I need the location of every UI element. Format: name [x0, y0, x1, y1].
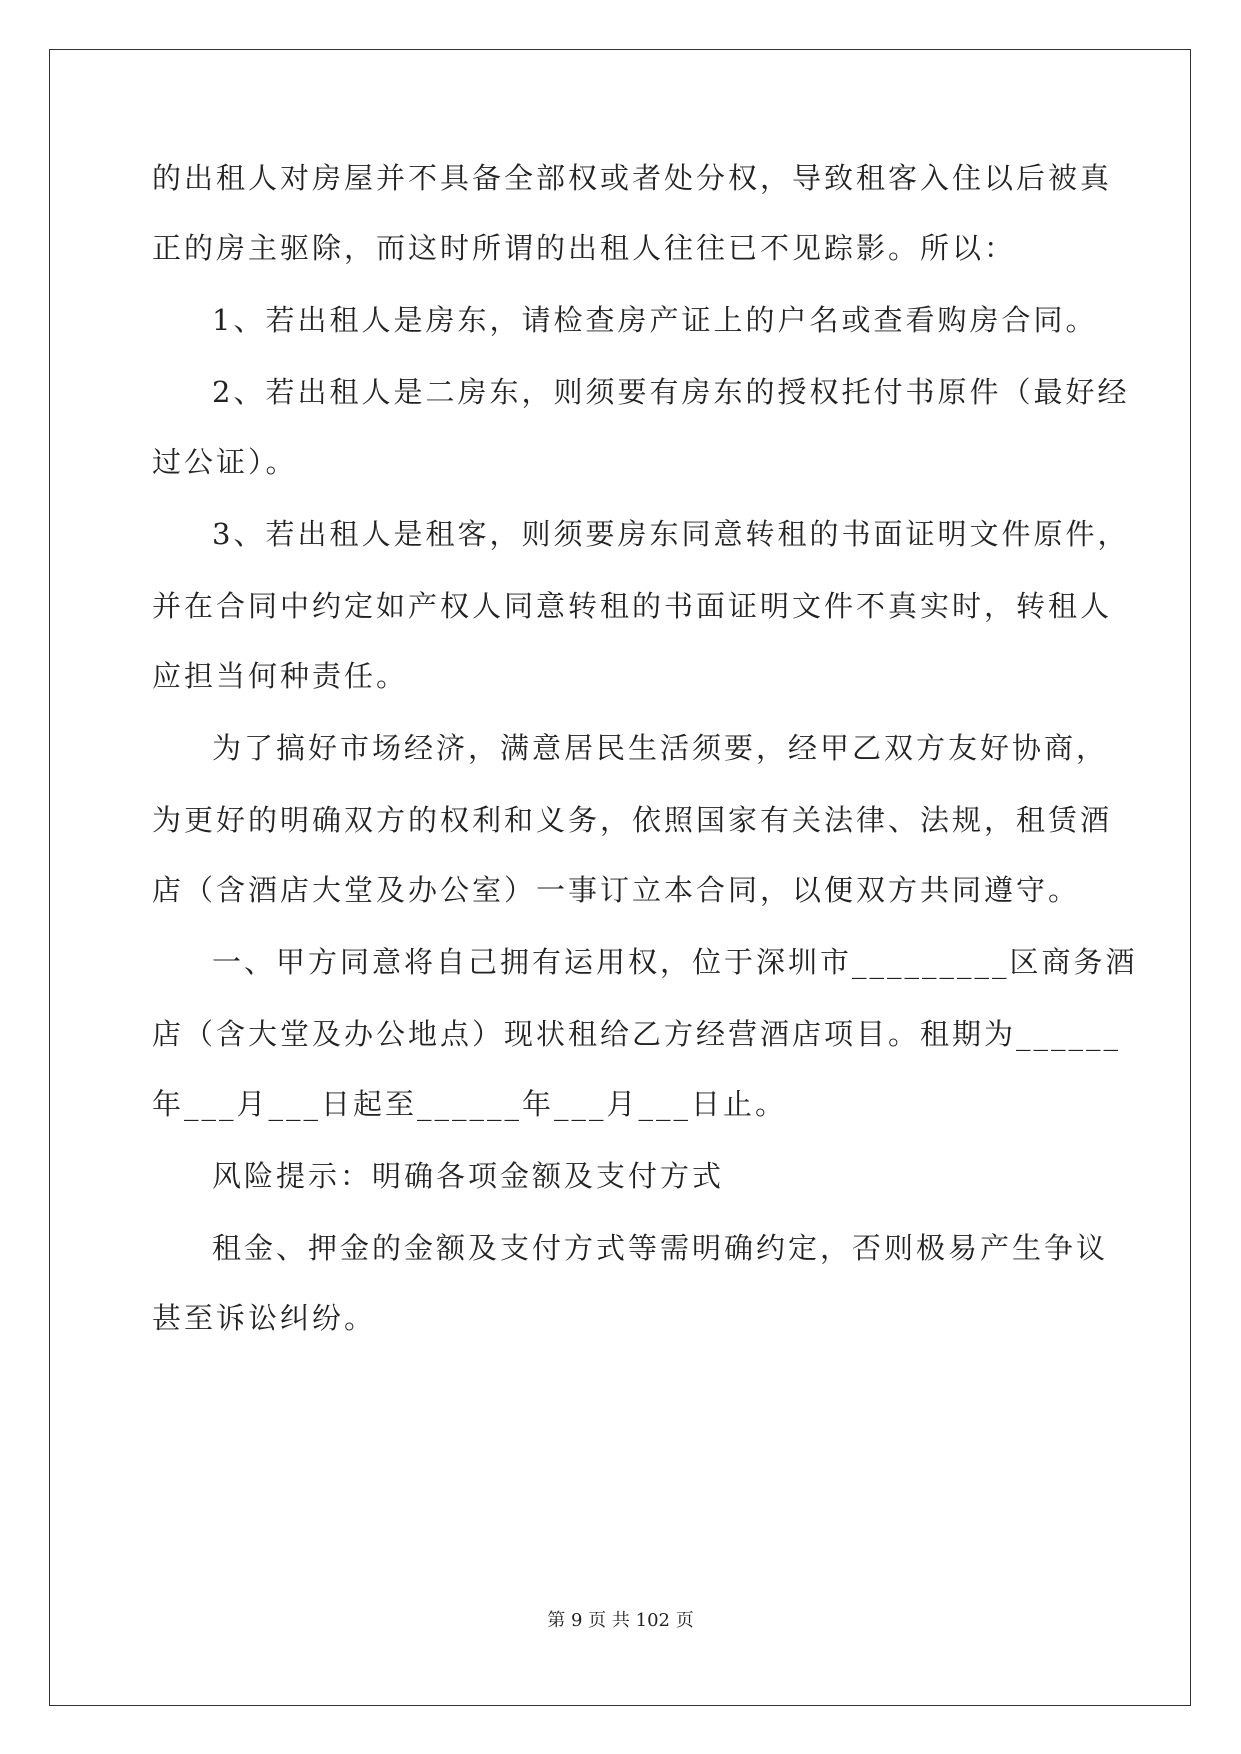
text-line-16: 租金、押金的金额及支付方式等需明确约定，否则极易产生争议 — [212, 1231, 1109, 1265]
text-line-12: 一、甲方同意将自己拥有运用权，位于深圳市_________区商务酒 — [212, 945, 1138, 979]
text-line-10: 为更好的明确双方的权利和义务，依照国家有关法律、法规，租赁酒 — [152, 803, 1113, 837]
text-line-14: 年___月___日起至______年___月___日止。 — [152, 1087, 788, 1121]
text-line-15: 风险提示：明确各项金额及支付方式 — [212, 1159, 725, 1193]
text-line-6: 3、若出租人是租客，则须要房东同意转租的书面证明文件原件， — [212, 517, 1130, 551]
text-line-2: 正的房主驱除，而这时所谓的出租人往往已不见踪影。所以： — [152, 231, 1017, 265]
text-line-5: 过公证）。 — [152, 445, 298, 479]
text-line-9: 为了搞好市场经济，满意居民生活须要，经甲乙双方友好协商， — [212, 731, 1109, 765]
text-line-7: 并在合同中约定如产权人同意转租的书面证明文件不真实时，转租人 — [152, 589, 1113, 623]
text-line-8: 应担当何种责任。 — [152, 659, 409, 693]
text-line-17: 甚至诉讼纠纷。 — [152, 1301, 377, 1335]
text-line-13: 店（含大堂及办公地点）现状租给乙方经营酒店项目。租期为______ — [152, 1017, 1122, 1051]
text-line-11: 店（含酒店大堂及办公室）一事订立本合同，以便双方共同遵守。 — [152, 873, 1081, 907]
page-number-footer: 第 9 页 共 102 页 — [547, 1610, 694, 1631]
text-line-4: 2、若出租人是二房东，则须要有房东的授权托付书原件（最好经 — [212, 375, 1130, 409]
text-line-1: 的出租人对房屋并不具备全部权或者处分权，导致租客入住以后被真 — [152, 161, 1113, 195]
text-line-3: 1、若出租人是房东，请检查房产证上的户名或查看购房合同。 — [212, 303, 1098, 337]
